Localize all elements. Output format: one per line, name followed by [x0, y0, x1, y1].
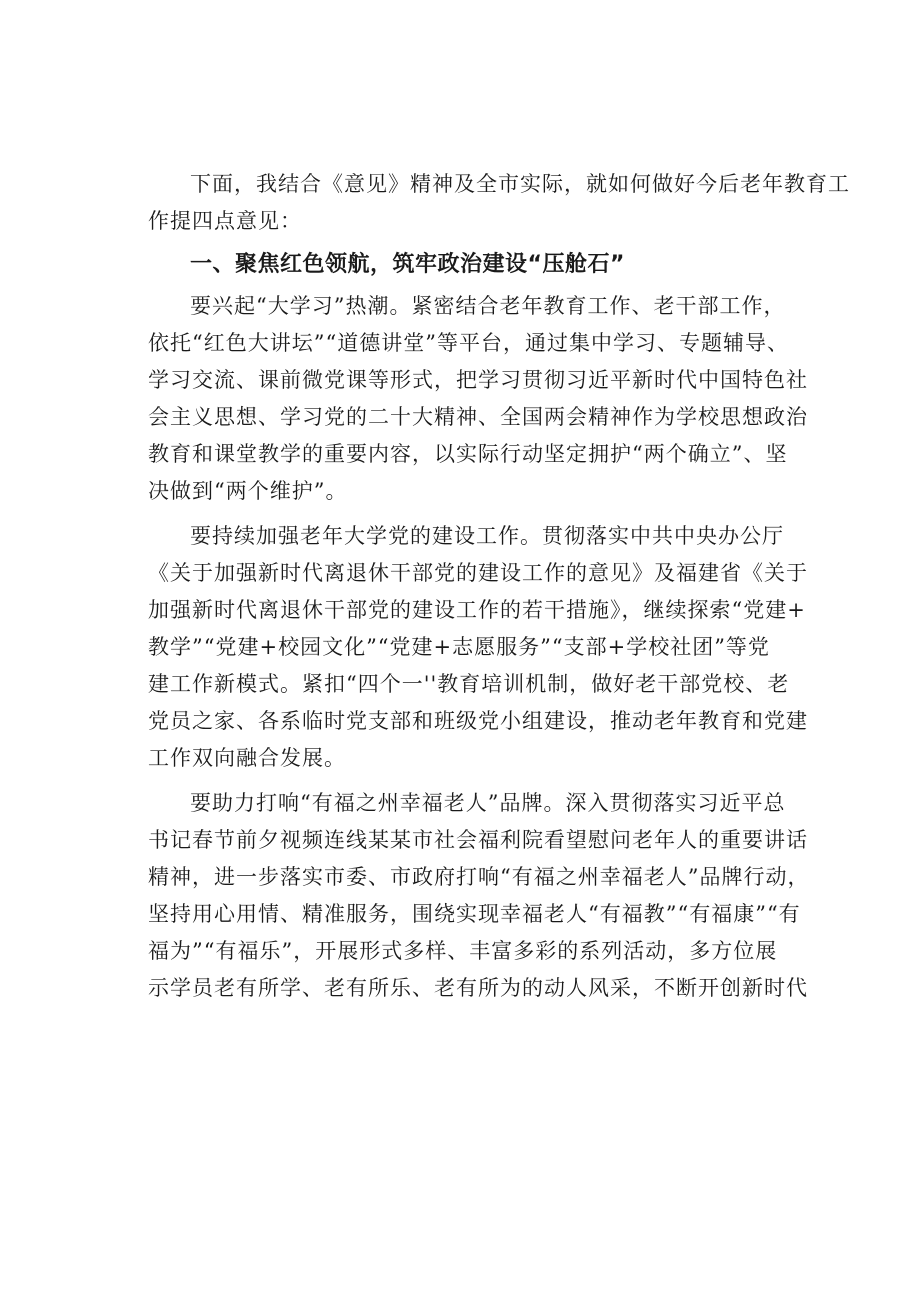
paragraph-line: 工作双向融合发展。 [148, 746, 346, 770]
paragraph-line: 书记春节前夕视频连线某某市社会福利院看望慰问老年人的重要讲话 [148, 828, 808, 852]
paragraph-line: 建工作新模式。紧扣“四个一''教育培训机制，做好老干部党校、老 [148, 672, 790, 696]
paragraph-line: 示学员老有所学、老有所乐、老有所为的动人风采，不断开创新时代 [148, 976, 808, 1000]
paragraph-line: 《关于加强新时代离退休干部党的建设工作的意见》及福建省《关于 [148, 561, 808, 585]
paragraph-line: 坚持用心用情、精准服务，围绕实现幸福老人“有福教”“有福康”“有 [148, 902, 801, 926]
paragraph-line: 教学”“党建+校园文化”“党建+志愿服务”“支部+学校社团”等党 [148, 635, 770, 659]
paragraph-line: 决做到“两个维护”。 [148, 479, 348, 503]
paragraph-line: 学习交流、课前微党课等形式，把学习贯彻习近平新时代中国特色社 [148, 368, 808, 392]
section-heading: 一、聚焦红色领航，筑牢政治建设“压舱石” [190, 252, 625, 277]
paragraph-line: 教育和课堂教学的重要内容，以实际行动坚定拥护“两个确立”、坚 [148, 442, 788, 466]
intro-line: 下面，我结合《意见》精神及全市实际，就如何做好今后老年教育工 [190, 172, 850, 196]
paragraph-line: 要兴起“大学习”热潮。紧密结合老年教育工作、老干部工作， [190, 294, 786, 318]
paragraph-line: 依托“红色大讲坛”“道德讲堂”等平台，通过集中学习、专题辅导、 [148, 331, 789, 355]
body-paragraph-1 [148, 288, 808, 510]
body-paragraph-2 [148, 518, 808, 777]
document-page [148, 166, 850, 1015]
paragraph-line: 福为”“有福乐”，开展形式多样、丰富多彩的系列活动，多方位展 [148, 939, 778, 963]
paragraph-line: 会主义思想、学习党的二十大精神、全国两会精神作为学校思想政治 [148, 405, 808, 429]
intro-line: 作提四点意见： [148, 209, 302, 233]
paragraph-line: 要持续加强老年大学党的建设工作。贯彻落实中共中央办公厅 [190, 524, 784, 548]
paragraph-line: 党员之家、各系临时党支部和班级党小组建设，推动老年教育和党建 [148, 709, 808, 733]
paragraph-line: 精神，进一步落实市委、市政府打响“有福之州幸福老人”品牌行动， [148, 865, 810, 889]
body-paragraph-3 [148, 785, 808, 1007]
paragraph-line: 加强新时代离退休干部党的建设工作的若干措施》，继续探索“党建+ [148, 598, 806, 622]
paragraph-line: 要助力打响“有福之州幸福老人”品牌。深入贯彻落实习近平总 [190, 791, 786, 815]
intro-paragraph [148, 166, 850, 240]
